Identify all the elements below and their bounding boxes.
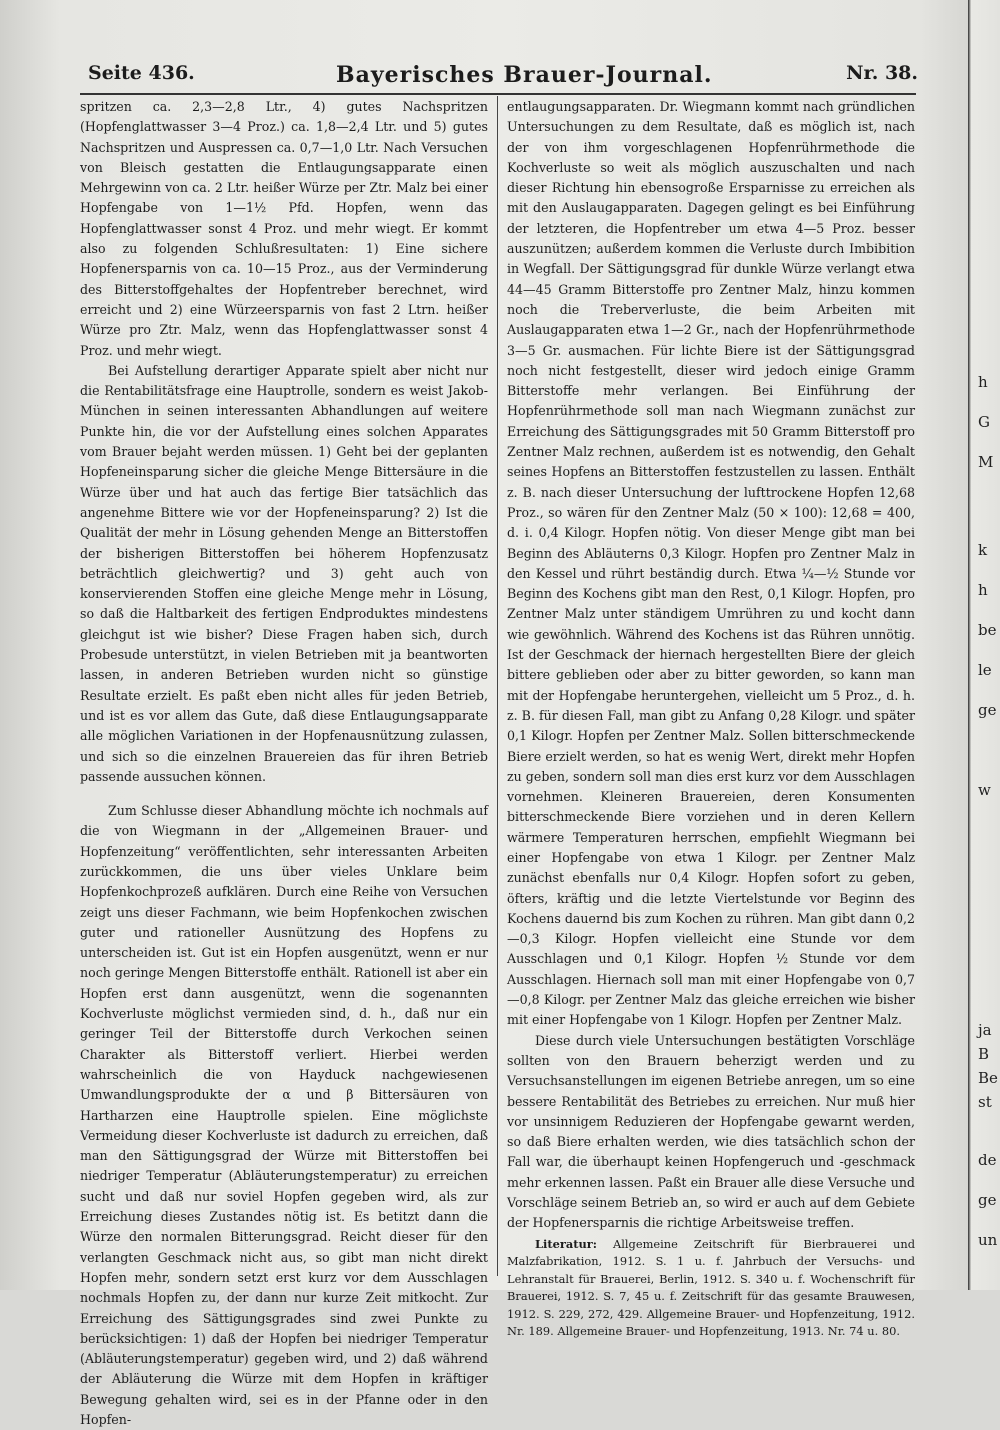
adjacent-fragment: ja	[978, 1021, 992, 1039]
adjacent-fragment: st	[978, 1093, 992, 1111]
adjacent-fragment: de	[978, 1151, 997, 1169]
paragraph: Bei Aufstellung derartiger Apparate spielt aber nicht nur die Rentabilitätsfrage eine Hauptrolle, sondern es weist Jakob-München in seinen interessanten Abhandlungen auf weitere Punkte hin, die vor der Aufstellung eines solchen Apparates vom Brauer bejaht werden müssen. 1) Geht bei der geplanten Hopfeneinsparung sicher die gleiche Menge Bittersäure in die Würze über und hat auch das fertige Bier tatsächlich das angenehme Bittere wie vor der Hopfeneinsparung? 2) Ist die Qualität der mehr in Lösung gehenden Menge an Bitterstoffen der bisherigen Bitterstoffen bei höherem Hopfenzusatz beträchtlich gleichwertig? und 3) geht auch von konservierenden Stoffen eine gleiche Menge mehr in Lösung, so daß die Haltbarkeit des fertigen Endproduktes mindestens gleichgut ist wie bisher? Diese Fragen haben sich, durch Probesude unterstützt, in vielen Betrieben mit ja beantworten lassen, in anderen Betrieben wurden nicht so günstige Resultate erzielt. Es paßt eben nicht alles für jeden Betrieb, und ist es vor allem das Gute, daß diese Entlaugungsapparate alle möglichen Variationen in der Hopfenausnützung zulassen, und sich so die einzelnen Brauereien das für ihren Betrieb passende aussuchen können.	[80, 362, 488, 784]
page-header	[88, 62, 918, 92]
adjacent-fragment: G	[978, 413, 990, 431]
paragraph: entlaugungsapparaten. Dr. Wiegmann kommt nach gründlichen Untersuchungen zu dem Resultate, daß es möglich ist, nach der von ihm vorgeschlagenen Hopfenrührmethode die Kochverluste so weit als möglich auszuschalten und nach dieser Richtung hin ebensogroße Ersparnisse zu erreichen als mit den Auslaugapparaten. Dagegen gelingt es bei Einführung der letzteren, die Hopfentreber um etwa 4—5 Proz. besser auszunützen; außerdem kommen die Verluste durch Imbibition in Wegfall. Der Sättigungsgrad für dunkle Würze verlangt etwa 44—45 Gramm Bitterstoffe pro Zentner Malz, hinzu kommen noch die Treberverluste, die beim Arbeiten mit Auslaugapparaten etwa 1—2 Gr., nach der Hopfenrührmethode 3—5 Gr. ausmachen. Für lichte Biere ist der Sättigungsgrad noch nicht festgestellt, dieser wird jedoch einige Gramm Bitterstoffe mehr verlangen. Bei Einführung der Hopfenrührmethode soll man nach Wiegmann zunächst zur Erreichung des Sättigungsgrades mit 50 Gramm Bitterstoff pro Zentner Malz rechnen, außerdem ist es notwendig, den Gehalt seines Hopfens an Bitterstoffen festzustellen zu lassen. Enthält z. B. nach dieser Untersuchung der lufttrockene Hopfen 12,68 Proz., so wären für den Zentner Malz (50 × 100): 12,68 = 400, d. i. 0,4 Kilogr. Hopfen nötig. Von dieser Menge gibt man bei Beginn des Abläuterns 0,3 Kilogr. Hopfen pro Zentner Malz in den Kessel und rührt beständig durch. Etwa ¼—½ Stunde vor Beginn des Kochens gibt man den Rest, 0,1 Kilogr. Hopfen, pro Zentner Malz unter ständigem Umrühren zu und kocht dann wie gewöhnlich. Während des Kochens ist das Rühren unnötig. Ist der Geschmack der hiernach hergestellten Biere der gleich bittere geblieben oder aber zu bitter geworden, so kann man mit der Hopfengabe heruntergehen, vielleicht um 5 Proz., d. h. z. B. für diesen Fall, man gibt zu Anfang 0,28 Kilogr. und später 0,1 Kilogr. Hopfen per Zentner Malz. Sollen bitterschmeckende Biere erzielt werden, so hat es wenig Wert, direkt mehr Hopfen zu geben, sondern soll man dies erst kurz vor dem Ausschlagen vornehmen. Kleineren Brauereien, deren Konsumenten bitterschmeckende Biere vorziehen und in deren Kellern wärmere Temperaturen herrschen, empfiehlt Wiegmann bei einer Hopfengabe von etwa 1 Kilogr. per Zentner Malz zunächst ebenfalls nur 0,4 Kilogr. Hopfen sofort zu geben, öfters, kräftig und die letzte Viertelstunde vor Beginn des Kochens dauernd bis zum Kochen zu rühren. Man gibt dann 0,2—0,3 Kilogr. Hopfen vielleicht eine Stunde vor dem Ausschlagen und 0,1 Kilogr. Hopfen ½ Stunde vor dem Ausschlagen. Hiernach soll man mit einer Hopfengabe von 0,7—0,8 Kilogr. per Zentner Malz das gleiche erreichen wie bisher mit einer Hopfengabe von 1 Kilogr. Hopfen per Zentner Malz.	[507, 99, 915, 1028]
adjacent-fragment: ge	[978, 701, 997, 719]
paragraph: Zum Schlusse dieser Abhandlung möchte ich nochmals auf die von Wiegmann in der „Allgemeinen Brauer- und Hopfenzeitung“ veröffentlichten, sehr interessanten Arbeiten zurückkommen, die uns über vieles Unklare beim Hopfenkochprozeß aufklären. Durch eine Reihe von Versuchen zeigt uns dieser Fachmann, wie beim Hopfenkochen zwischen guter und rationeller Ausnützung des Hopfens zu unterscheiden ist. Gut ist ein Hopfen ausgenützt, wenn er nur noch geringe Mengen Bitterstoffe enthält. Rationell ist aber ein Hopfen erst dann ausgenützt, wenn die sogenannten Kochverluste möglichst vermieden sind, d. h., daß nur ein geringer Teil der Bitterstoffe durch Verkochen seinen Charakter als Bitterstoff verliert. Hierbei werden wahrscheinlich die von Hayduck nachgewiesenen Umwandlungsprodukte der α und β Bittersäuren von Hartharzen eine Hauptrolle spielen. Eine möglichste Vermeidung dieser Kochverluste ist dadurch zu erreichen, daß man den Sättigungsgrad der Würze mit Bitterstoffen bei niedriger Temperatur (Abläuterungstemperatur) zu erreichen sucht und daß nur soviel Hopfen gegeben wird, als zur Erreichung dieses Zustandes nötig ist. Es betitzt dann die Würze den normalen Bitterungsgrad. Reicht dieser für den verlangten Geschmack nicht aus, so gibt man nicht direkt Hopfen mehr, sondern setzt erst kurz vor dem Ausschlagen nochmals Hopfen zu, der dann nur kurze Zeit mitkocht. Zur Erreichung des Sättigungsgrades sind zwei Punkte zu berücksichtigen: 1) daß der Hopfen bei niedriger Temperatur (Abläuterungstemperatur) gegeben wird, und 2) daß während der Abläuterung die Würze mit dem Hopfen in kräftiger Bewegung gehalten wird, sei es in der Pfanne oder in den Hopfen-	[80, 803, 488, 1427]
column-divider	[497, 96, 498, 1276]
references-label: Literatur:	[535, 1236, 597, 1251]
page-label: Seite 436.	[88, 62, 195, 84]
journal-title: Bayerisches Brauer-Journal.	[336, 62, 713, 88]
adjacent-fragment: h	[978, 373, 988, 391]
references-text: Allgemeine Zeitschrift für Bierbrauerei und Malzfabrikation, 1912. S. 1 u. f. Jahrbuch der Versuchs- und Lehranstalt für Brauerei, Berlin, 1912. S. 340 u. f. Wochenschrift für Brauerei, 1912. S. 7, 45 u. f. Zeitschrift für das gesamte Brauwesen, 1912. S. 229, 272, 429. Allgemeine Brauer- und Hopfenzeitung, 1912. Nr. 189. Allgemeine Brauer- und Hopfenzeitung, 1913. Nr. 74 u. 80.	[507, 1236, 915, 1339]
paragraph: spritzen ca. 2,3—2,8 Ltr., 4) gutes Nachspritzen (Hopfenglattwasser 3—4 Proz.) ca. 1,8—2,4 Ltr. und 5) gutes Nachspritzen und Auspressen ca. 0,7—1,0 Ltr. Nach Versuchen von Bleisch gestatten die Entlaugungsapparate einen Mehrgewinn von ca. 2 Ltr. heißer Würze per Ztr. Malz bei einer Hopfengabe von 1—1½ Pfd. Hopfen, wenn das Hopfenglattwasser sonst 4 Proz. und mehr wiegt. Er kommt also zu folgenden Schlußresultaten: 1) Eine sichere Hopfenersparnis von ca. 10—15 Proz., aus der Verminderung des Bitterstoffgehaltes der Hopfentreber berechnet, wird erreicht und 2) eine Würzeersparnis von fast 2 Ltrn. heißer Würze pro Ztr. Malz, wenn das Hopfenglattwasser sonst 4 Proz. und mehr wiegt.	[80, 99, 488, 358]
issue-number: Nr. 38.	[846, 62, 918, 84]
adjacent-fragment: le	[978, 661, 992, 679]
adjacent-fragment: be	[978, 621, 997, 639]
references	[507, 1236, 915, 1341]
adjacent-fragment: k	[978, 541, 988, 559]
adjacent-fragment: M	[978, 453, 994, 471]
right-column	[507, 97, 915, 1341]
adjacent-fragment: h	[978, 581, 988, 599]
header-rule	[80, 93, 916, 95]
left-column	[80, 97, 488, 1430]
adjacent-fragment: w	[978, 781, 991, 799]
adjacent-fragment: B	[978, 1045, 990, 1063]
paragraph: Diese durch viele Untersuchungen bestätigten Vorschläge sollten von den Brauern beherzigt werden und zu Versuchsanstellungen im eigenen Betriebe anregen, um so eine bessere Rentabilität des Betriebes zu erreichen. Nur muß hier vor unsinnigem Reduzieren der Hopfengabe gewarnt werden, so daß Biere erhalten werden, wie dies tatsächlich schon der Fall war, die überhaupt keinen Hopfengeruch und -geschmack mehr erkennen lassen. Paßt ein Brauer alle diese Versuche und Vorschläge seinem Betrieb an, so wird er auch auf dem Gebiete der Hopfenersparnis die richtige Arbeitsweise treffen.	[507, 1032, 915, 1231]
adjacent-fragment: Be	[978, 1069, 998, 1087]
adjacent-fragment: ge	[978, 1191, 997, 1209]
adjacent-fragment: un	[978, 1231, 998, 1249]
